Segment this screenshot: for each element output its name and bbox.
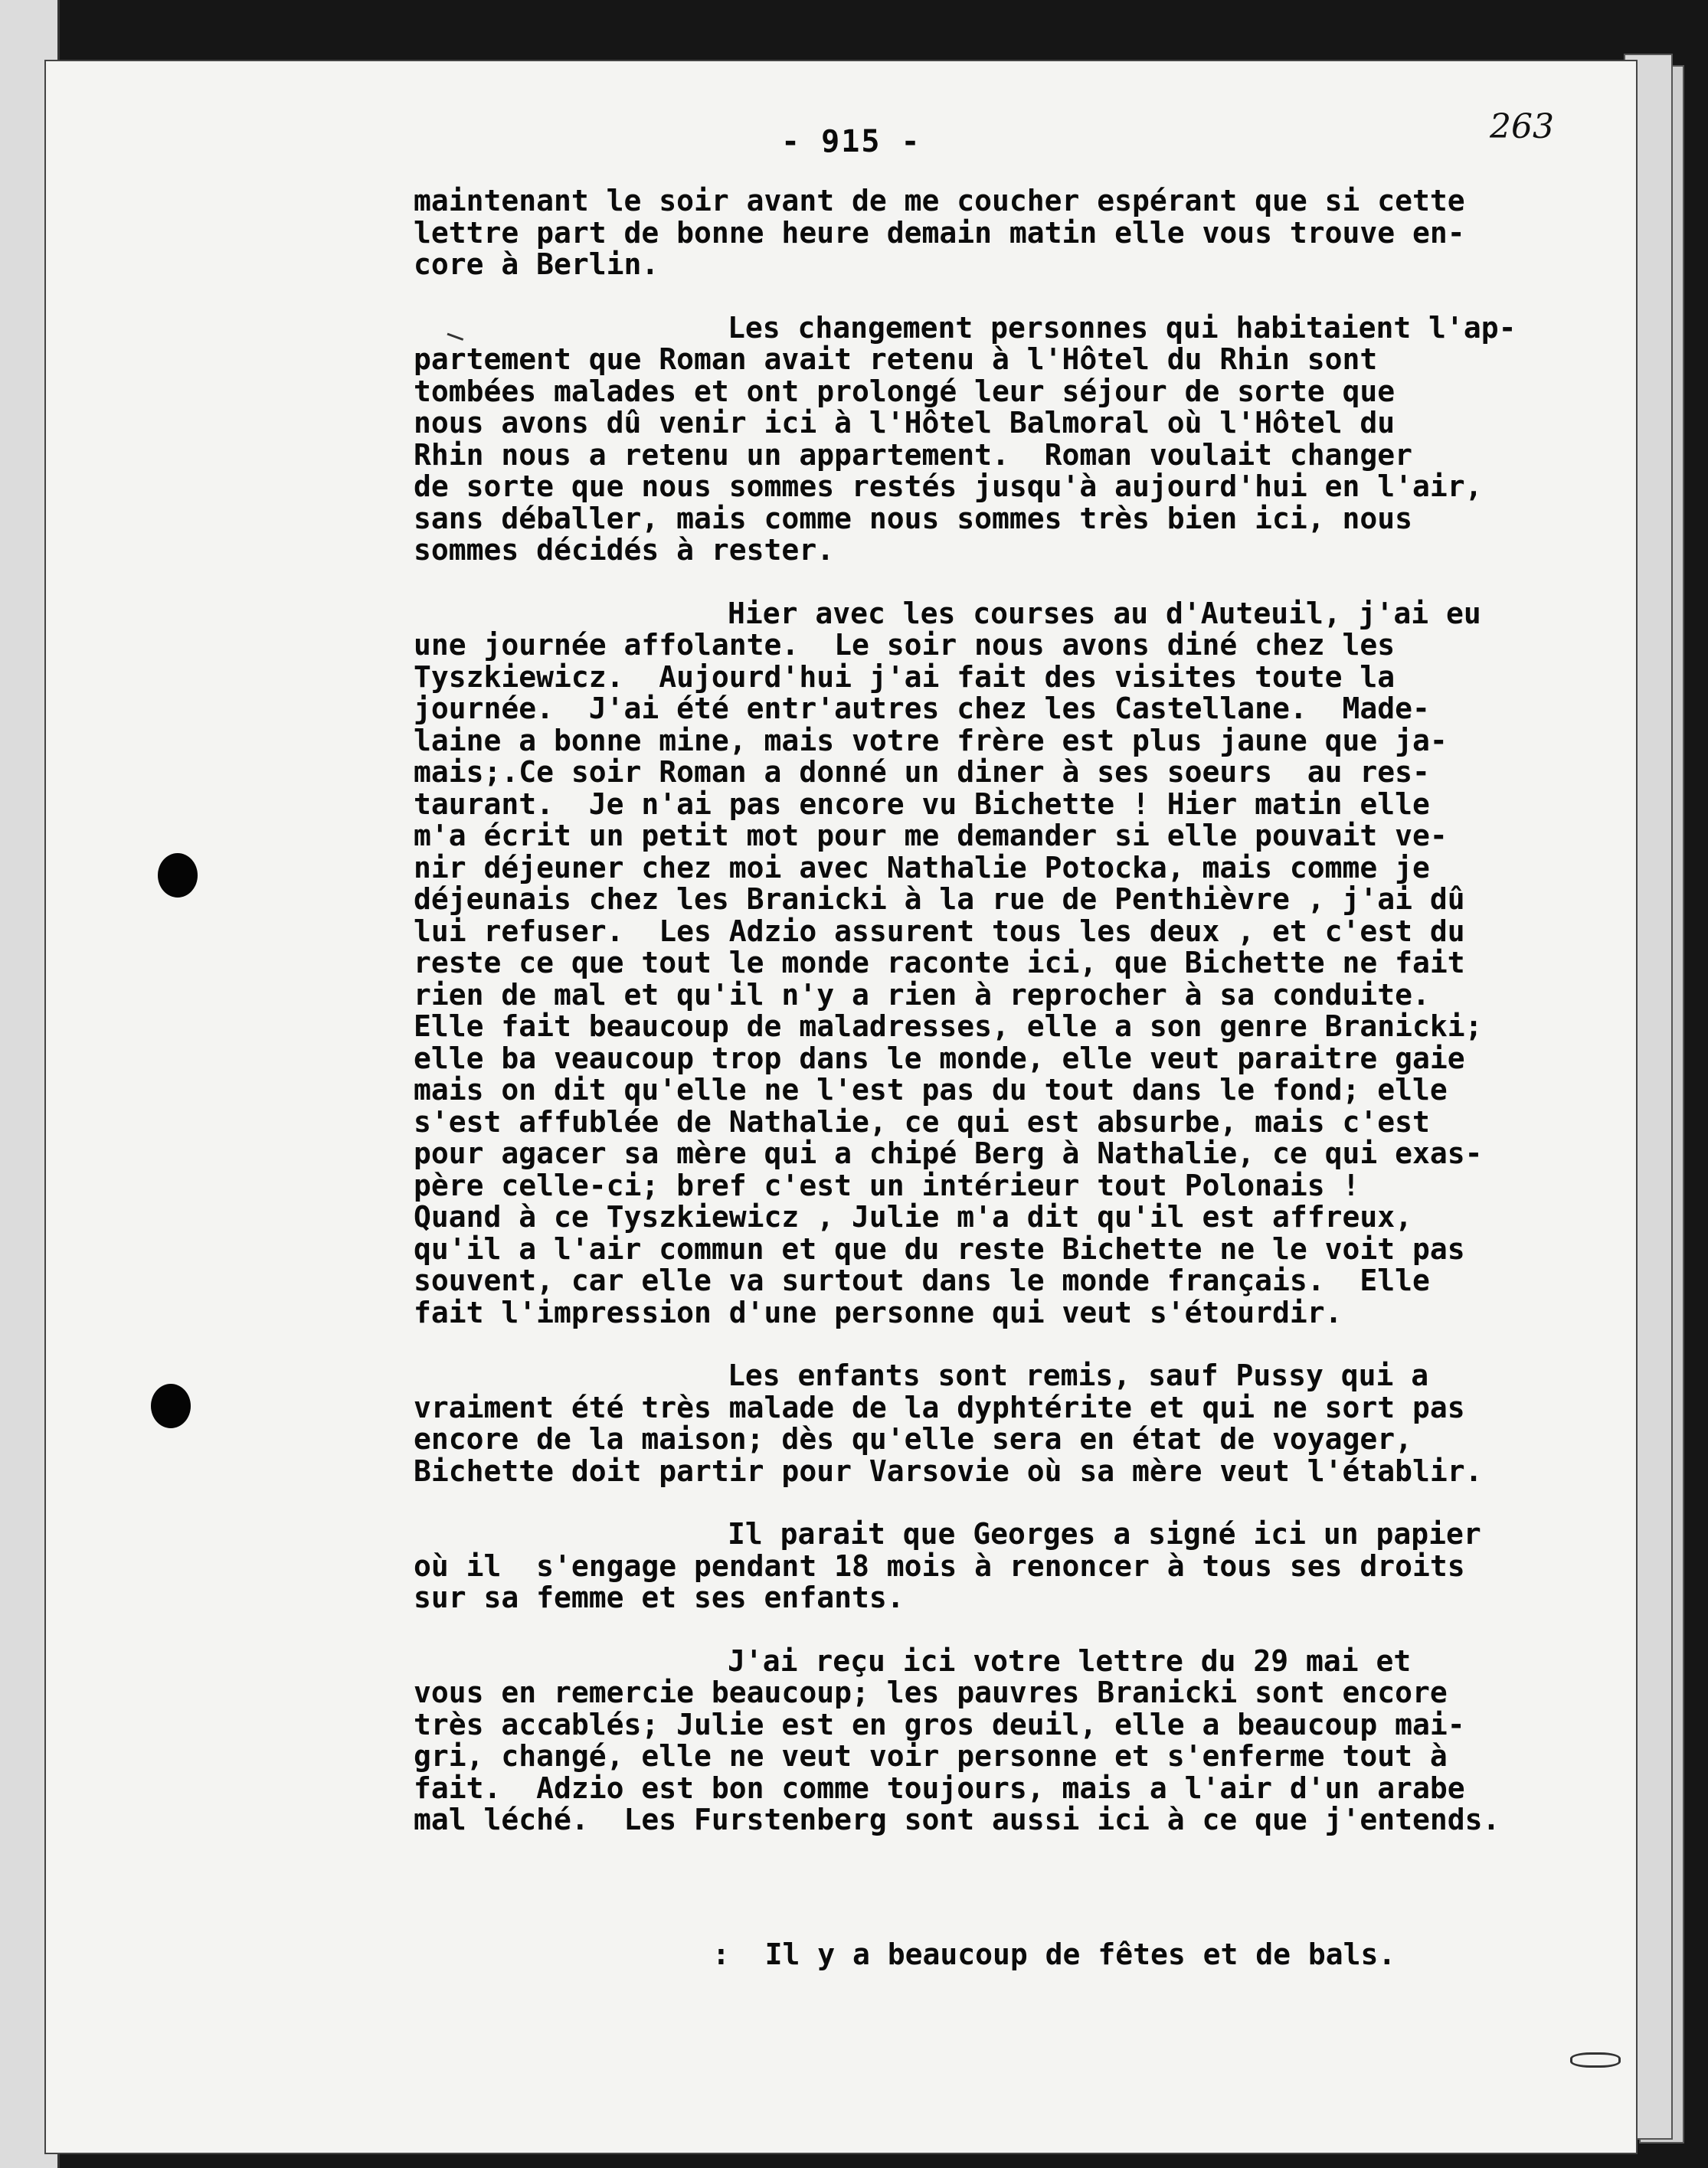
text-line: J'ai reçu ici votre lettre du 29 mai et [728,1643,1412,1678]
text-line: une journée affolante. Le soir nous avons diné chez les [414,628,1396,662]
letter-body [414,185,1608,1868]
text-line: taurant. Je n'ai pas encore vu Bichette ! Hier matin elle [414,786,1430,821]
text-line: Les changement personnes qui habitaient l'ap- [728,310,1517,345]
closing-line: : Il y a beaucoup de fêtes et de bals. [712,1937,1396,1971]
text-line: Tyszkiewicz. Aujourd'hui j'ai fait des visites toute la [414,659,1396,694]
text-line: nir déjeuner chez moi avec Nathalie Potocka, mais comme je [414,850,1430,885]
text-line: Elle fait beaucoup de maladresses, elle a son genre Branicki; [414,1009,1483,1043]
margin-mark [1570,2052,1621,2068]
text-line: nous avons dû venir ici à l'Hôtel Balmoral où l'Hôtel du [414,406,1396,440]
text-line: lui refuser. Les Adzio assurent tous les deux , et c'est du [414,914,1465,948]
text-line: Hier avec les courses au d'Auteuil, j'ai eu [728,596,1481,630]
page-number: - 915 - [781,124,921,159]
text-line: m'a écrit un petit mot pour me demander si elle pouvait ve- [414,819,1448,852]
text-line: où il s'engage pendant 18 mois à renoncer à tous ses droits [414,1548,1465,1583]
text-line: qu'il a l'air commun et que du reste Bichette ne le voit pas [414,1231,1465,1266]
text-line: vous en remercie beaucoup; les pauvres Branicki sont encore [414,1676,1448,1709]
text-line: souvent, car elle va surtout dans le monde français. Elle [414,1264,1430,1297]
text-line: s'est affublée de Nathalie, ce qui est absurbe, mais c'est [414,1104,1430,1139]
text-line: fait l'impression d'une personne qui veut s'étourdir. [414,1295,1343,1329]
text-line: elle ba veaucoup trop dans le monde, elle veut paraitre gaie [414,1041,1465,1075]
text-line: de sorte que nous sommes restés jusqu'à aujourd'hui en l'air, [414,469,1483,503]
text-line: sommes décidés à rester. [414,533,835,567]
text-line: tombées malades et ont prolongé leur séjour de sorte que [414,374,1396,408]
text-line: maintenant le soir avant de me coucher espérant que si cette [414,184,1465,217]
punch-hole [151,1384,191,1428]
text-line: reste ce que tout le monde raconte ici, que Bichette ne fait [414,946,1465,979]
text-line: très accablés; Julie est en gros deuil, elle a beaucoup mai- [414,1707,1465,1741]
punch-hole [158,853,198,898]
text-line: Quand à ce Tyszkiewicz , Julie m'a dit qu'il est affreux, [414,1200,1413,1234]
paragraph [414,1519,1608,1614]
text-line: fait. Adzio est bon comme toujours, mais a l'air d'un arabe [414,1771,1465,1805]
text-line: rien de mal et qu'il n'y a rien à reprocher à sa conduite. [414,977,1430,1012]
text-line: déjeunais chez les Branicki à la rue de Penthièvre , j'ai dû [414,882,1465,916]
text-line: journée. J'ai été entr'autres chez les Castellane. Made- [414,692,1430,725]
text-line: Les enfants sont remis, sauf Pussy qui a [728,1359,1429,1392]
text-line: pour agacer sa mère qui a chipé Berg à Nathalie, ce qui exas- [414,1136,1483,1170]
text-line: Rhin nous a retenu un appartement. Roman voulait changer [414,437,1413,472]
text-line: mais on dit qu'elle ne l'est pas du tout dans le fond; elle [414,1073,1448,1107]
paragraph [414,1643,1608,1836]
text-line: mais;.Ce soir Roman a donné un diner à ses soeurs au res- [414,755,1430,789]
paragraph [414,185,1608,281]
text-line: Il parait que Georges a signé ici un papier [728,1517,1481,1551]
text-line: encore de la maison; dès qu'elle sera en état de voyager, [414,1422,1413,1456]
folio-number: 263 [1490,107,1554,146]
text-line: vraiment été très malade de la dyphtérite et qui ne sort pas [414,1390,1465,1424]
text-line: Bichette doit partir pour Varsovie où sa mère veut l'établir. [414,1454,1483,1488]
text-line: sans déballer, mais comme nous sommes très bien ici, nous [414,501,1413,535]
text-line: sur sa femme et ses enfants. [414,1581,905,1614]
paragraph [414,598,1608,1329]
text-line: gri, changé, elle ne veut voir personne et s'enferme tout à [414,1739,1448,1773]
text-line: mal léché. Les Furstenberg sont aussi ici à ce que j'entends. [414,1803,1500,1836]
text-line: lettre part de bonne heure demain matin elle vous trouve en- [414,215,1465,250]
text-line: laine a bonne mine, mais votre frère est plus jaune que ja- [414,723,1448,757]
text-line: père celle-ci; bref c'est un intérieur tout Polonais ! [414,1168,1360,1202]
text-line: core à Berlin. [414,247,659,281]
text-line: partement que Roman avait retenu à l'Hôtel du Rhin sont [414,342,1378,376]
paragraph [414,1360,1608,1487]
paragraph [414,312,1608,567]
